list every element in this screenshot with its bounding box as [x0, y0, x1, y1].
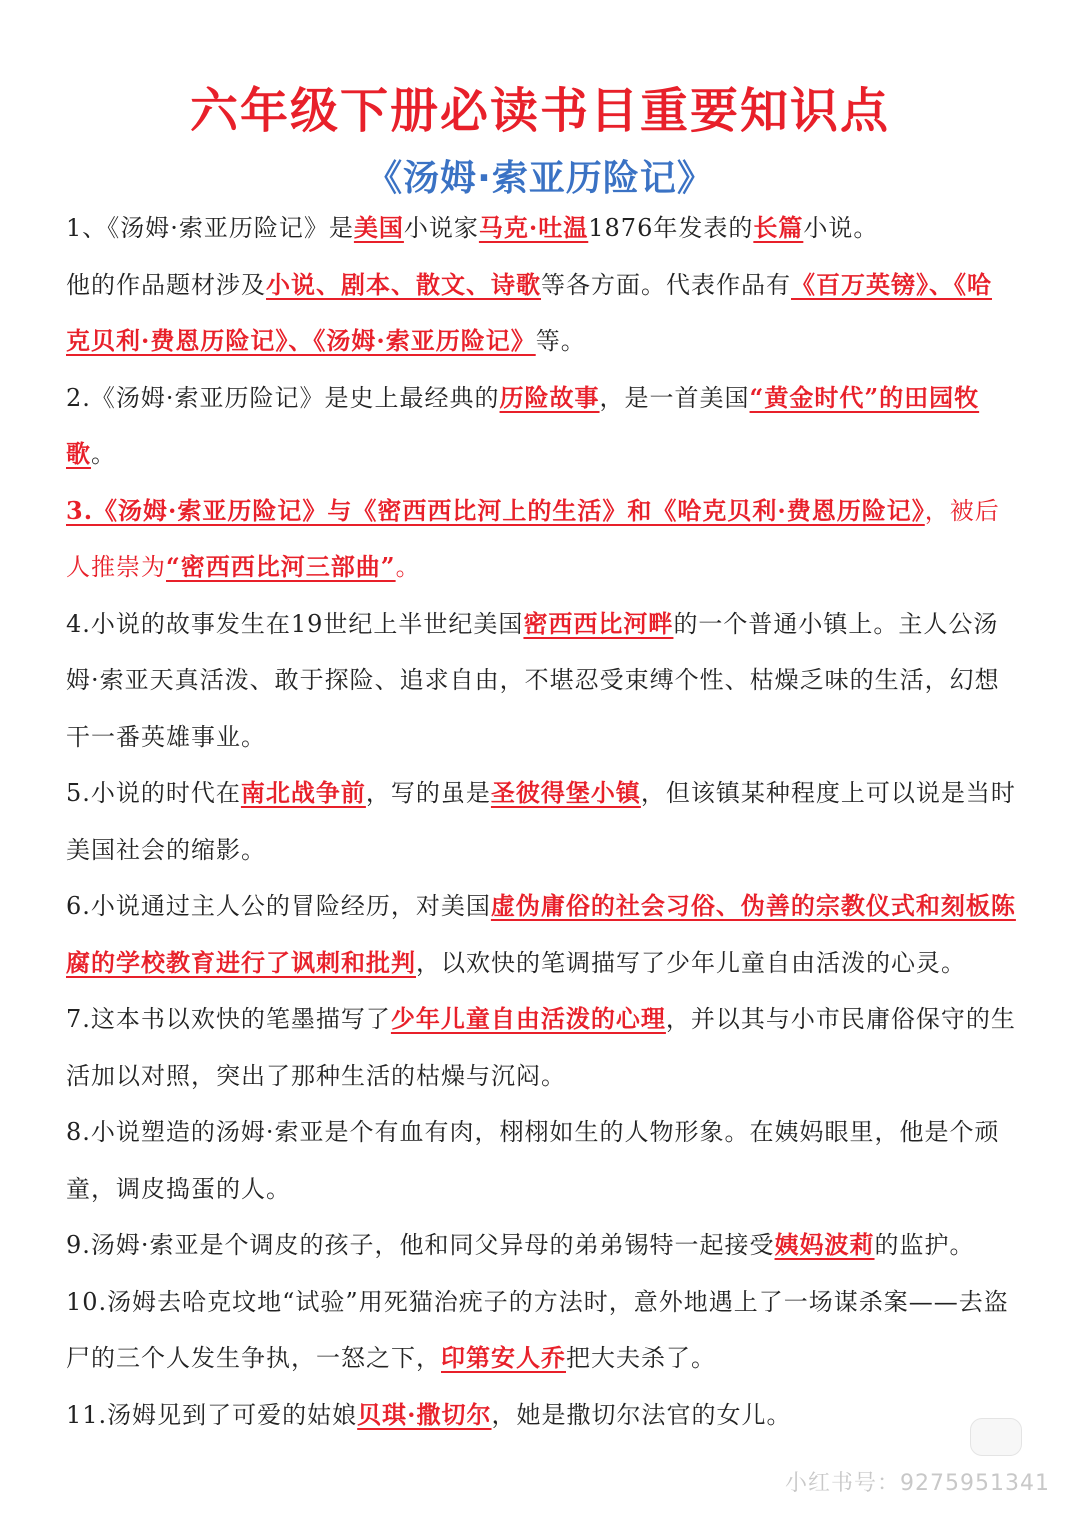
- body-text: 的监护。: [874, 1231, 975, 1259]
- highlight-text: 密西西比河畔: [523, 608, 674, 638]
- knowledge-points: [66, 200, 1016, 1443]
- point-2: [66, 370, 1016, 483]
- watermark-badge: [970, 1418, 1022, 1456]
- body-text: ，写的虽是: [365, 779, 491, 807]
- body-text: 的一个普通小镇上。主人公汤姆·索亚天真活泼、敢于探险、追求自由，不堪忍受束缚个性、枯燥乏味的生活，幻想干一番英雄事业。: [66, 609, 1000, 751]
- highlight-text: 小说、剧本、散文、诗歌: [266, 269, 541, 299]
- watermark: 小红书号：9275951341: [785, 1471, 1050, 1496]
- body-text: 2.《汤姆·索亚历险记》是史上最经典的: [66, 383, 500, 412]
- highlight-text: 圣彼得堡小镇: [490, 778, 641, 807]
- body-text: 8.小说塑造的汤姆·索亚是个有血有肉，栩栩如生的人物形象。在姨妈眼里，他是个顽童，调皮捣蛋的人。: [66, 1118, 1000, 1203]
- highlight-text: 印第安人乔: [441, 1343, 566, 1372]
- body-text: ，并以其与小市民庸俗保守的生活加以对照，突出了那种生活的枯燥与沉闷。: [66, 1005, 1016, 1090]
- point-7: [66, 991, 1016, 1104]
- body-text: 6.小说通过主人公的冒险经历，对美国: [66, 892, 491, 920]
- point-1a: [66, 200, 1016, 257]
- body-text: 小说家: [403, 214, 479, 242]
- body-text: 。: [395, 553, 421, 581]
- body-text: ，是一首美国: [599, 383, 750, 412]
- point-5: [66, 765, 1016, 878]
- highlight-text: “黄金时代”的田园牧歌: [66, 382, 980, 468]
- body-text: 1、《汤姆·索亚历险记》是: [66, 214, 354, 242]
- body-text: 9.汤姆·索亚是个调皮的孩子，他和同父异母的弟弟锡特一起接受: [66, 1231, 775, 1259]
- body-text: 。: [91, 440, 116, 468]
- body-text: 1876年发表的: [588, 214, 754, 242]
- body-text: ，但该镇某种程度上可以说是当时美国社会的缩影。: [66, 779, 1016, 864]
- point-10: [66, 1274, 1016, 1387]
- body-text: ，以欢快的笔调描写了少年儿童自由活泼的心灵。: [416, 948, 966, 977]
- body-text: ，被后人推崇为: [66, 496, 1000, 581]
- highlight-text: 虚伪庸俗的社会习俗、伪善的宗教仪式和刻板陈腐的学校教育进行了讽刺和批判: [66, 891, 1016, 977]
- highlight-text: 3.《汤姆·索亚历险记》与《密西西比河上的生活》和《哈克贝利·费恩历险记》: [66, 495, 925, 525]
- highlight-text: 贝琪·撒切尔: [357, 1399, 492, 1429]
- highlight-text: “密西西比河三部曲”: [166, 552, 396, 581]
- body-text: 等各方面。代表作品有: [541, 270, 791, 299]
- point-11: [66, 1387, 1016, 1444]
- highlight-text: 长篇: [753, 213, 804, 242]
- highlight-text: 《百万英镑》、《哈克贝利·费恩历险记》、《汤姆·索亚历险记》: [66, 269, 992, 355]
- point-9: [66, 1217, 1016, 1274]
- point-1b: [66, 257, 1016, 370]
- point-6: [66, 878, 1016, 991]
- point-8: [66, 1104, 1016, 1217]
- body-text: 他的作品题材涉及: [66, 270, 266, 299]
- book-title: 《汤姆·索亚历险记》: [366, 158, 714, 199]
- body-text: 等。: [535, 327, 586, 355]
- body-text: 4.小说的故事发生在19世纪上半世纪美国: [66, 609, 524, 638]
- highlight-text: 历险故事: [499, 382, 600, 412]
- page-title: 六年级下册必读书目重要知识点: [189, 83, 890, 139]
- body-text: 10.汤姆去哈克坟地“试验”用死猫治疣子的方法时，意外地遇上了一场谋杀案——去盗尸的三个人发生争执，一怒之下，: [66, 1287, 1009, 1372]
- highlight-text: 姨妈波莉: [774, 1230, 875, 1259]
- highlight-text: 美国: [353, 213, 404, 242]
- highlight-text: 马克·吐温: [478, 213, 589, 242]
- highlight-text: 南北战争前: [240, 778, 366, 807]
- point-3: [66, 483, 1016, 596]
- body-text: 11.汤姆见到了可爱的姑娘: [66, 1400, 358, 1429]
- body-text: 7.这本书以欢快的笔墨描写了: [66, 1005, 391, 1033]
- point-4: [66, 596, 1016, 766]
- body-text: 5.小说的时代在: [66, 779, 241, 807]
- body-text: 把大夫杀了。: [566, 1344, 716, 1372]
- body-text: ，她是撒切尔法官的女儿。: [491, 1400, 792, 1429]
- body-text: 小说。: [803, 214, 879, 242]
- highlight-text: 少年儿童自由活泼的心理: [390, 1004, 666, 1033]
